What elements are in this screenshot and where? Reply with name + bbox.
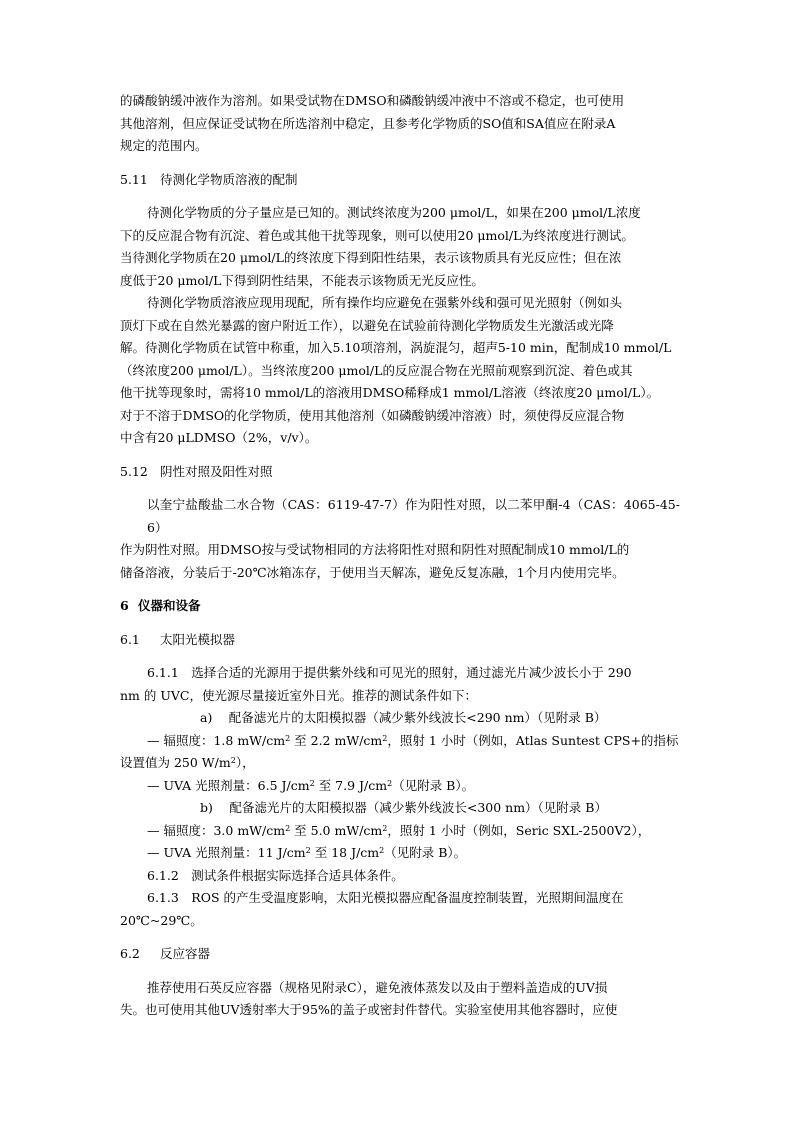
text-line: 失。也可使用其他UV透射率大于95%的盖子或密封件替代。实验室使用其他容器时，应使 <box>120 1002 618 1017</box>
section-title: 反应容器 <box>160 946 211 961</box>
text-line: 他干扰等现象时，需将10 mmol/L的溶液用DMSO稀释成1 mmol/L溶液（终浓度20 μmol/L）。 <box>120 385 660 400</box>
section-title: 太阳光模拟器 <box>160 631 236 647</box>
section-number: 6.1 <box>120 631 140 647</box>
text-line: 当待测化学物质在20 μmol/L的终浓度下得到阳性结果，表示该物质具有光反应性；但在浓 <box>120 250 622 265</box>
text-line: 作为阴性对照。用DMSO按与受试物相同的方法将阳性对照和阴性对照配制成10 mmol/L的 <box>120 542 630 557</box>
text-line: （终浓度200 μmol/L）。当终浓度200 μmol/L的反应混合物在光照前观察到沉淀、着色或其 <box>120 362 633 378</box>
list-subitem <box>120 842 680 865</box>
text-line: 以奎宁盐酸盐二水合物（CAS：6119-47-7）作为阳性对照，以二苯甲酮-4（CAS：4065-45-6） <box>147 497 680 535</box>
superscript: 2 <box>387 778 393 788</box>
clause-6-1-2: 6.1.2 测试条件根据实际选择合适具体条件。 <box>147 867 404 883</box>
text-line: 待测化学物质溶液应现用现配，所有操作均应避免在强紫外线和强可见光照射（例如头 <box>147 295 623 310</box>
text-span: — 辐照度：1.8 mW/cm <box>147 732 286 748</box>
superscript: 2 <box>285 733 291 743</box>
text-line: 度低于20 μmol/L下得到阴性结果，不能表示该物质无光反应性。 <box>120 272 484 288</box>
paragraph-solvent <box>120 90 680 158</box>
text-span: ，照射 1 小时（例如，Seric SXL-2500V2）， <box>387 822 651 838</box>
list-subitem <box>120 730 680 753</box>
superscript: 2 <box>382 823 388 833</box>
list-item-b: b) 配备滤光片的太阳模拟器（减少紫外线波长<300 nm）（见附录 B） <box>200 800 607 815</box>
text-line: 中含有20 μLDMSO（2%，v/v）。 <box>120 430 318 445</box>
superscript: 2 <box>230 756 236 765</box>
clause-6-1-3: 6.1.3 ROS 的产生受温度影响，太阳光模拟器应配备温度控制装置，光照期间温度在 <box>147 890 624 905</box>
paragraph-reaction-vessel <box>120 977 680 1022</box>
list-subitem <box>120 775 680 798</box>
text-line: 解。待测化学物质在试管中称重，加入5.10项溶剂，涡旋混匀，超声5-10 min，配制成10 mmol/L <box>120 340 672 355</box>
text-span: — UVA 光照剂量：11 J/cm <box>147 845 306 860</box>
text-span: — 辐照度：3.0 mW/cm <box>147 822 286 838</box>
text-line: nm 的 UVC，使光源尽量接近室外日光。推荐的测试条件如下： <box>120 687 477 703</box>
paragraph-molecular-weight <box>120 202 680 292</box>
text-line: 20℃~29℃。 <box>120 912 203 928</box>
section-number: 6.2 <box>120 946 140 961</box>
section-heading-5-11 <box>120 169 680 192</box>
text-line: 的磷酸钠缓冲液作为溶剂。如果受试物在DMSO和磷酸钠缓冲液中不溶或不稳定，也可使用 <box>120 93 625 108</box>
list-item-a: a) 配备滤光片的太阳模拟器（减少紫外线波长<290 nm）（见附录 B） <box>200 710 607 725</box>
superscript: 2 <box>285 823 291 833</box>
text-line: 储备溶液，分装后于-20℃冰箱冻存，于使用当天解冻，避免反复冻融，1个月内使用完毕。 <box>120 564 625 580</box>
section-heading-6 <box>120 595 680 618</box>
section-title: 阴性对照及阳性对照 <box>160 463 273 479</box>
paragraph-controls <box>120 494 680 584</box>
section-number: 5.12 <box>120 463 148 479</box>
text-span: ）， <box>235 755 255 770</box>
text-span: 至 18 J/cm <box>310 845 380 860</box>
section-number: 6 <box>120 598 129 613</box>
text-span: （见附录 B）。 <box>384 845 467 860</box>
section-title: 待测化学物质溶液的配制 <box>160 171 298 187</box>
section-title: 仪器和设备 <box>138 598 201 613</box>
superscript: 2 <box>379 846 385 855</box>
section-number: 5.11 <box>120 171 148 187</box>
text-span: ，照射 1 小时（例如，Atlas Suntest CPS+的指标 <box>387 732 679 748</box>
text-line: 其他溶剂，但应保证受试物在所选溶剂中稳定，且参考化学物质的SO值和SA值应在附录A <box>120 115 616 131</box>
section-heading-6-1 <box>120 629 680 652</box>
text-span: 设置值为 250 W/m <box>120 755 231 770</box>
superscript: 2 <box>309 778 315 788</box>
section-heading-6-2 <box>120 943 680 966</box>
text-span: 至 7.9 J/cm <box>314 777 388 793</box>
text-span: 至 2.2 mW/cm <box>290 732 383 748</box>
superscript: 2 <box>382 733 388 743</box>
paragraph-solution-prep <box>120 292 680 450</box>
document-body <box>120 90 680 1022</box>
text-span: 至 5.0 mW/cm <box>290 822 383 838</box>
text-line: 下的反应混合物有沉淀、着色或其他干扰等现象，则可以使用20 μmol/L为终浓度进行测试。 <box>120 227 634 243</box>
text-span: — UVA 光照剂量：6.5 J/cm <box>147 777 310 793</box>
list-subitem-continued <box>120 752 680 775</box>
text-line: 6.1.1 选择合适的光源用于提供紫外线和可见光的照射，通过滤光片减少波长小于 290 <box>147 665 632 680</box>
text-line: 待测化学物质的分子量应是已知的。测试终浓度为200 μmol/L，如果在200 μmol/L浓度 <box>147 205 641 220</box>
text-line: 顶灯下或在自然光暴露的窗户附近工作），以避免在试验前待测化学物质发生光激活或光降 <box>120 317 614 333</box>
text-line: 推荐使用石英反应容器（规格见附录C），避免液体蒸发以及由于塑料盖造成的UV损 <box>147 979 608 995</box>
text-line: 对于不溶于DMSO的化学物质，使用其他溶剂（如磷酸钠缓冲溶液）时，须使得反应混合物 <box>120 407 625 423</box>
section-heading-5-12 <box>120 461 680 484</box>
text-span: （见附录 B）。 <box>392 777 475 793</box>
paragraph-light-source <box>120 662 680 932</box>
superscript: 2 <box>305 846 311 855</box>
text-line: 规定的范围内。 <box>120 138 208 153</box>
list-subitem <box>120 820 680 843</box>
